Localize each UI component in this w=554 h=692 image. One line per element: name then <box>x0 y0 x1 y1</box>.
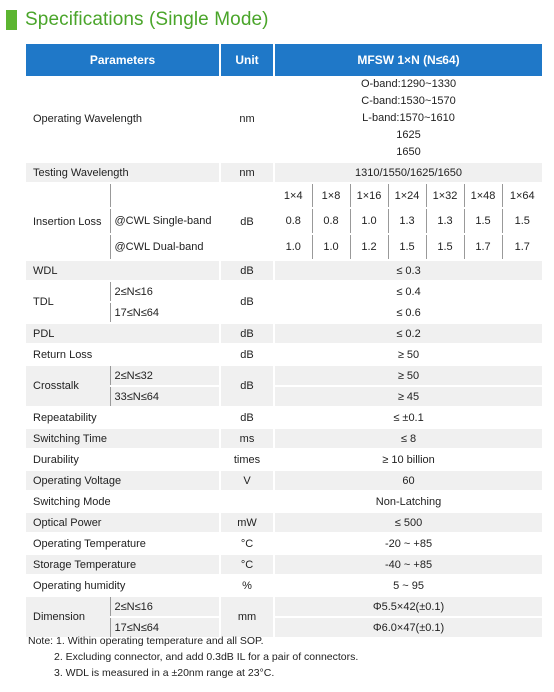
il-value: 1.3 <box>388 208 426 234</box>
table-row <box>26 554 542 575</box>
unit-cell: nm <box>220 76 274 162</box>
value-cell: -20 ~ +85 <box>274 533 542 554</box>
il-value: 1.2 <box>350 234 388 260</box>
unit-cell: mm <box>220 596 274 638</box>
param-label: Durability <box>26 449 220 470</box>
il-column-header: 1×16 <box>350 183 388 208</box>
sub-label: 17≤N≤64 <box>110 302 220 323</box>
param-label: Dimension <box>26 596 110 638</box>
value-cell: ≤ 500 <box>274 512 542 533</box>
il-column-header: 1×32 <box>426 183 464 208</box>
table-row <box>26 183 542 208</box>
sub-label: @CWL Single-band <box>110 208 220 234</box>
sub-label: @CWL Dual-band <box>110 234 220 260</box>
il-column-header: 1×48 <box>464 183 502 208</box>
table-row <box>26 596 542 617</box>
il-value: 1.5 <box>464 208 502 234</box>
unit-cell: dB <box>220 183 274 260</box>
table-row <box>26 428 542 449</box>
note-line: 2. Excluding connector, and add 0.3dB IL for a pair of connectors. <box>54 651 359 663</box>
table-row <box>26 491 542 512</box>
sub-label: 33≤N≤64 <box>110 386 220 407</box>
sub-label: 2≤N≤16 <box>110 281 220 302</box>
il-value: 1.0 <box>274 234 312 260</box>
param-label: Operating humidity <box>26 575 220 596</box>
il-column-header: 1×24 <box>388 183 426 208</box>
value-cell: ≥ 50 <box>274 365 542 386</box>
value-cell: ≤ 0.6 <box>274 302 542 323</box>
il-column-header: 1×4 <box>274 183 312 208</box>
wavelength-line: 1625 <box>396 129 421 141</box>
il-value: 1.0 <box>350 208 388 234</box>
unit-cell: °C <box>220 554 274 575</box>
unit-cell: dB <box>220 344 274 365</box>
table-row <box>26 470 542 491</box>
param-label: Switching Time <box>26 428 220 449</box>
section-title: Specifications (Single Mode) <box>25 9 269 30</box>
param-label: Operating Wavelength <box>26 76 220 162</box>
param-label: Operating Temperature <box>26 533 220 554</box>
value-cell: Φ6.0×47(±0.1) <box>274 617 542 638</box>
param-label: Insertion Loss <box>26 183 110 260</box>
value-cell: 5 ~ 95 <box>274 575 542 596</box>
sub-label: 17≤N≤64 <box>110 617 220 638</box>
il-value: 1.5 <box>388 234 426 260</box>
unit-cell: mW <box>220 512 274 533</box>
wavelength-line: O-band:1290~1330 <box>360 78 457 90</box>
header-parameters: Parameters <box>26 44 220 76</box>
value-cell: Non-Latching <box>274 491 542 512</box>
il-value: 1.3 <box>426 208 464 234</box>
value-cell: ≤ ±0.1 <box>274 407 542 428</box>
header-model: MFSW 1×N (N≤64) <box>274 44 542 76</box>
unit-cell: dB <box>220 323 274 344</box>
unit-cell: dB <box>220 260 274 281</box>
value-cell: ≤ 0.4 <box>274 281 542 302</box>
il-value: 1.5 <box>426 234 464 260</box>
table-row <box>26 365 542 386</box>
wavelength-line: C-band:1530~1570 <box>361 95 456 107</box>
il-value: 1.0 <box>312 234 350 260</box>
value-cell: ≤ 0.3 <box>274 260 542 281</box>
unit-cell: dB <box>220 365 274 407</box>
value-cell: Φ5.5×42(±0.1) <box>274 596 542 617</box>
il-column-header: 1×8 <box>312 183 350 208</box>
value-cell: ≤ 8 <box>274 428 542 449</box>
param-label: Repeatability <box>26 407 220 428</box>
table-row <box>26 323 542 344</box>
notes <box>28 633 358 681</box>
unit-cell: dB <box>220 407 274 428</box>
il-value: 0.8 <box>274 208 312 234</box>
unit-cell: dB <box>220 281 274 323</box>
param-label: PDL <box>26 323 220 344</box>
il-value: 0.8 <box>312 208 350 234</box>
unit-cell: °C <box>220 533 274 554</box>
param-label: Return Loss <box>26 344 220 365</box>
value-cell: ≥ 50 <box>274 344 542 365</box>
unit-cell: times <box>220 449 274 470</box>
table-row <box>26 512 542 533</box>
table-row <box>26 407 542 428</box>
table-row <box>26 162 542 183</box>
table-row <box>26 344 542 365</box>
unit-cell: ms <box>220 428 274 449</box>
unit-cell: nm <box>220 162 274 183</box>
sub-label: 2≤N≤16 <box>110 596 220 617</box>
header-unit: Unit <box>220 44 274 76</box>
heading-accent-bar <box>6 10 17 30</box>
il-value: 1.7 <box>502 234 542 260</box>
value-cell: 60 <box>274 470 542 491</box>
spec-table <box>26 44 542 639</box>
param-label: Storage Temperature <box>26 554 220 575</box>
param-label: Crosstalk <box>26 365 110 407</box>
section-heading <box>6 8 269 32</box>
note-line: 3. WDL is measured in a ±20nm range at 23°C. <box>54 667 275 679</box>
il-column-header: 1×64 <box>502 183 542 208</box>
table-header-row <box>26 44 542 76</box>
unit-cell: % <box>220 575 274 596</box>
table-row <box>26 533 542 554</box>
sub-label: 2≤N≤32 <box>110 365 220 386</box>
value-cell: -40 ~ +85 <box>274 554 542 575</box>
param-label: Optical Power <box>26 512 220 533</box>
unit-cell <box>220 491 274 512</box>
param-label: TDL <box>26 281 110 323</box>
value-cell: ≥ 10 billion <box>274 449 542 470</box>
table-row <box>26 449 542 470</box>
il-value: 1.7 <box>464 234 502 260</box>
param-label: Switching Mode <box>26 491 220 512</box>
note-line: Note: 1. Within operating temperature and all SOP. <box>28 635 264 647</box>
table-row <box>26 575 542 596</box>
wavelength-line: 1650 <box>396 146 421 158</box>
value-cell <box>274 76 542 162</box>
param-label: Operating Voltage <box>26 470 220 491</box>
il-value: 1.5 <box>502 208 542 234</box>
value-cell: ≤ 0.2 <box>274 323 542 344</box>
table-row <box>26 281 542 302</box>
table-row <box>26 260 542 281</box>
wavelength-line: L-band:1570~1610 <box>362 112 455 124</box>
param-label: Testing Wavelength <box>26 162 220 183</box>
unit-cell: V <box>220 470 274 491</box>
value-cell: ≥ 45 <box>274 386 542 407</box>
value-cell: 1310/1550/1625/1650 <box>274 162 542 183</box>
table-row <box>26 76 542 162</box>
param-label: WDL <box>26 260 220 281</box>
